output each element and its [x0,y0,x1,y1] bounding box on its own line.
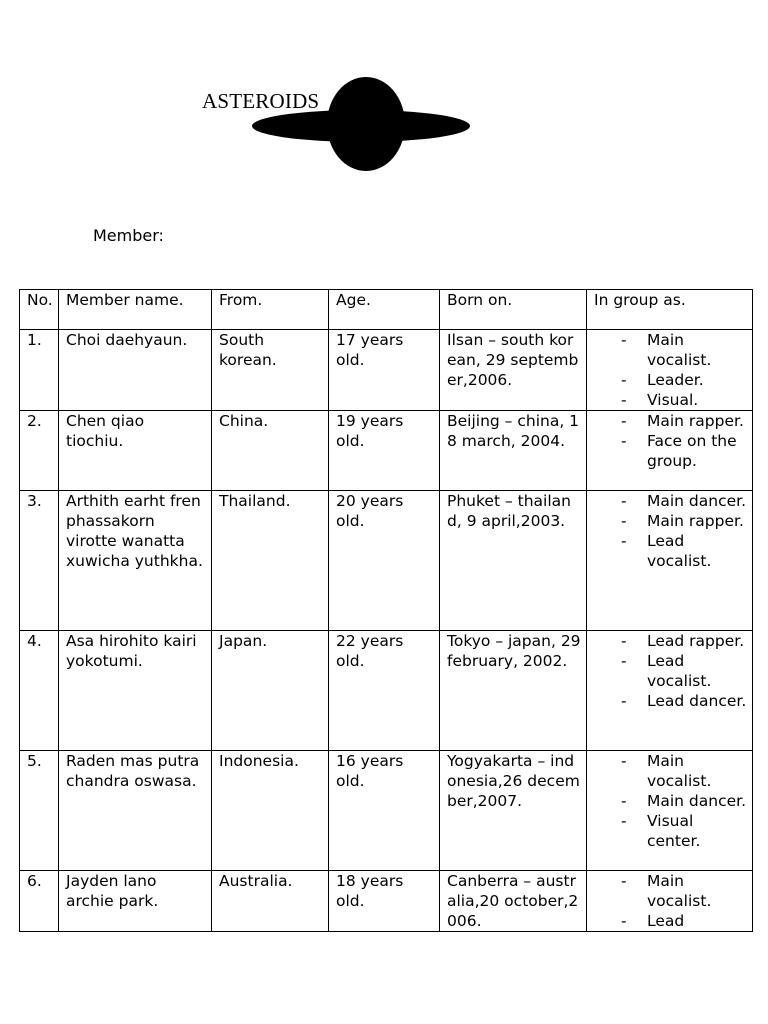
table-row [20,871,753,932]
table-row [20,411,753,491]
cell-born-on: Canberra – australia,20 october,2006. [440,871,587,932]
cell-born-on: Yogyakarta – indonesia,26 december,2007. [440,751,587,871]
header-age: Age. [329,290,440,330]
cell-member-name: Raden mas putra chandra oswasa. [59,751,212,871]
role-item: - Main vocalist. [621,751,747,791]
table-row [20,631,753,751]
cell-age: 17 years old. [329,330,440,411]
role-item: - Lead dancer. [621,691,747,711]
table-row [20,491,753,631]
role-list [594,631,747,711]
role-item: - Main vocalist. [621,871,747,911]
role-list [594,871,747,931]
role-list [594,491,747,571]
cell-no: 2. [20,411,59,491]
table-header-row [20,290,753,330]
cell-member-name: Asa hirohito kairi yokotumi. [59,631,212,751]
cell-in-group-as [587,751,753,871]
cell-born-on: Ilsan – south korean, 29 september,2006. [440,330,587,411]
cell-member-name: Arthith earht fren phassakorn virotte wanatta xuwicha yuthkha. [59,491,212,631]
asteroids-logo [200,75,475,175]
cell-born-on: Phuket – thailand, 9 april,2003. [440,491,587,631]
role-list [594,330,747,410]
header-no: No. [20,290,59,330]
table-row [20,751,753,871]
role-item: - Main dancer. [621,791,747,811]
cell-age: 20 years old. [329,491,440,631]
cell-from: South korean. [212,330,329,411]
cell-in-group-as [587,411,753,491]
cell-from: Indonesia. [212,751,329,871]
cell-in-group-as [587,871,753,932]
cell-from: China. [212,411,329,491]
cell-no: 4. [20,631,59,751]
header-member-name: Member name. [59,290,212,330]
cell-age: 22 years old. [329,631,440,751]
table-row [20,330,753,411]
cell-age: 18 years old. [329,871,440,932]
logo-title: ASTEROIDS [202,89,320,113]
role-item: - Main rapper. [621,511,747,531]
cell-from: Japan. [212,631,329,751]
role-item: - Main rapper. [621,411,747,431]
cell-age: 19 years old. [329,411,440,491]
role-item: - Visual. [621,390,747,410]
role-item: - Lead [621,911,747,931]
cell-born-on: Tokyo – japan, 29 february, 2002. [440,631,587,751]
cell-in-group-as [587,491,753,631]
header-in-group-as: In group as. [587,290,753,330]
role-item: - Lead vocalist. [621,531,747,571]
cell-member-name: Choi daehyaun. [59,330,212,411]
role-item: - Lead vocalist. [621,651,747,691]
cell-member-name: Chen qiao tiochiu. [59,411,212,491]
role-item: - Face on the group. [621,431,747,471]
role-item: - Main dancer. [621,491,747,511]
cell-no: 6. [20,871,59,932]
cell-from: Thailand. [212,491,329,631]
header-born-on: Born on. [440,290,587,330]
member-label: Member: [93,226,164,245]
cell-from: Australia. [212,871,329,932]
role-list [594,411,747,471]
cell-born-on: Beijing – china, 18 march, 2004. [440,411,587,491]
header-from: From. [212,290,329,330]
role-list [594,751,747,851]
cell-age: 16 years old. [329,751,440,871]
role-item: - Leader. [621,370,747,390]
role-item: - Visual center. [621,811,747,851]
role-item: - Lead rapper. [621,631,747,651]
cell-no: 3. [20,491,59,631]
cell-no: 1. [20,330,59,411]
cell-no: 5. [20,751,59,871]
role-item: - Main vocalist. [621,330,747,370]
cell-member-name: Jayden lano archie park. [59,871,212,932]
cell-in-group-as [587,631,753,751]
members-table [19,289,753,932]
cell-in-group-as [587,330,753,411]
